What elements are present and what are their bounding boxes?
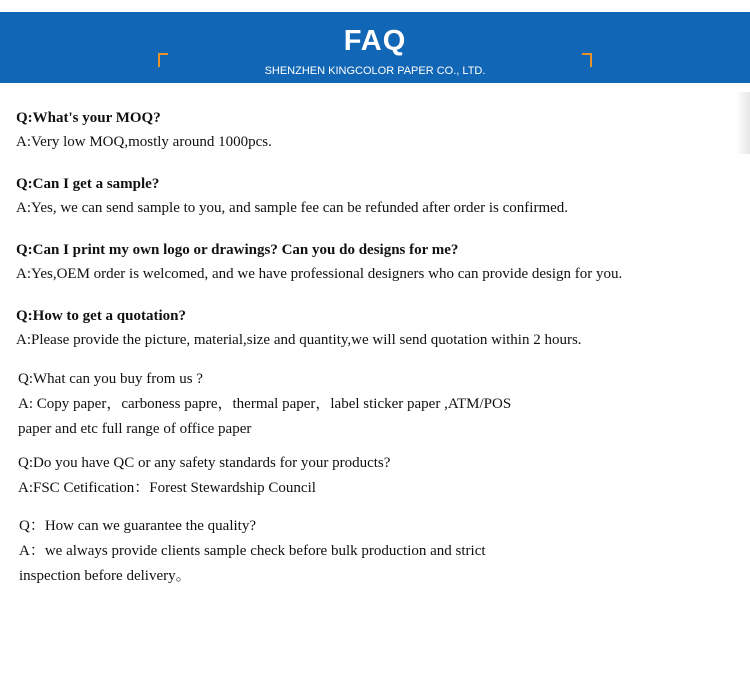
faq-question: Q：How can we guarantee the quality?: [19, 518, 256, 534]
faq-answer: A:Yes, we can send sample to you, and sample fee can be refunded after order is confirmed.: [16, 200, 569, 216]
faq-question: Q:What can you buy from us ?: [18, 371, 203, 387]
faq-question: Q:How to get a quotation?: [16, 308, 186, 324]
faq-answer: A:Please provide the picture, material,size and quantity,we will send quotation within 2 hours.: [16, 332, 582, 348]
faq-item-logo: [16, 238, 750, 286]
faq-question: Q:Do you have QC or any safety standards for your products?: [18, 455, 391, 471]
faq-answer: A:Yes,OEM order is welcomed, and we have professional designers who can provide design for you.: [16, 266, 623, 282]
faq-item-moq: [16, 106, 750, 154]
faq-answer: A：we always provide clients sample check before bulk production and strict: [19, 543, 486, 559]
faq-answer: A: Copy paper，carboness papre，thermal paper，label sticker paper ,ATM/POS: [18, 396, 512, 412]
faq-answer-continued: inspection before delivery。: [19, 568, 191, 584]
company-name: SHENZHEN KINGCOLOR PAPER CO., LTD.: [264, 65, 486, 77]
faq-item-products: [18, 367, 750, 442]
faq-answer: A:Very low MOQ,mostly around 1000pcs.: [16, 134, 272, 150]
faq-question: Q:Can I get a sample?: [16, 176, 160, 192]
faq-answer-continued: paper and etc full range of office paper: [18, 421, 252, 437]
faq-question: Q:Can I print my own logo or drawings? Can you do designs for me?: [16, 242, 459, 258]
faq-answer: A:FSC Cetification：Forest Stewardship Council: [18, 480, 316, 496]
faq-question: Q:What's your MOQ?: [16, 110, 161, 126]
faq-item-quotation: [16, 304, 750, 352]
faq-item-quality: [19, 514, 750, 589]
page-title: FAQ: [343, 25, 407, 57]
faq-item-qc: [18, 451, 750, 501]
faq-item-sample: [16, 172, 750, 220]
faq-banner: [0, 12, 750, 83]
